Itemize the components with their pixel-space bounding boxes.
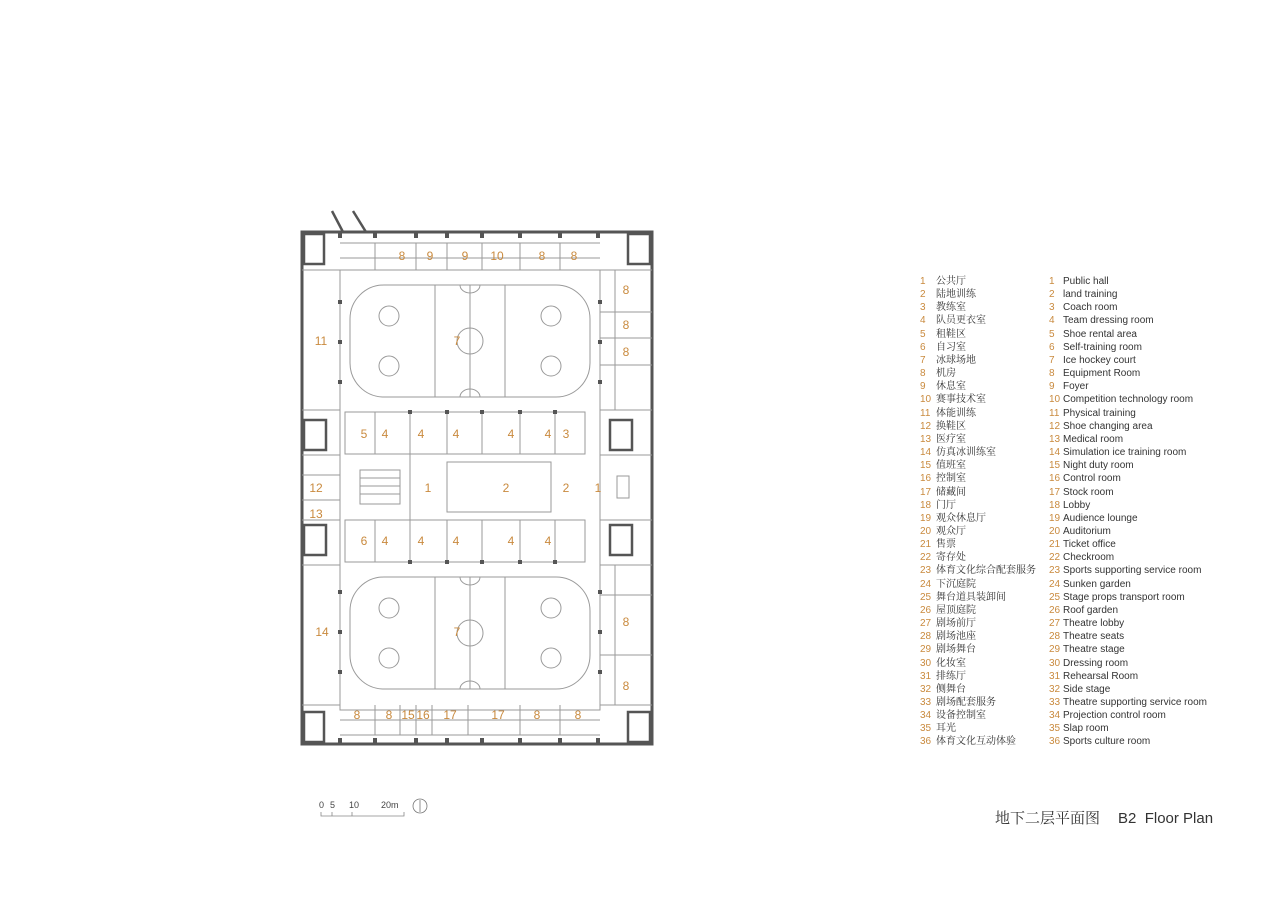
room-label: 9 [461, 249, 469, 263]
legend-label: 仿真冰训练室 [936, 447, 996, 459]
room-label: 8 [353, 708, 361, 722]
scale-label: 5 [330, 800, 336, 810]
legend-item [1049, 288, 1207, 301]
legend-item [1049, 301, 1207, 314]
legend-number: 14 [920, 447, 932, 459]
legend-number: 33 [920, 697, 932, 708]
legend-number: 22 [1049, 552, 1061, 564]
scale-label: 20m [381, 800, 399, 810]
legend-item [920, 446, 1036, 459]
legend-number: 1 [920, 276, 926, 287]
legend-number: 29 [1049, 644, 1061, 656]
room-label: 1 [424, 481, 432, 495]
legend-label: 体育文化综合配套服务 [936, 565, 1036, 577]
legend-label: 售票 [936, 539, 956, 551]
legend-item [1049, 657, 1207, 670]
room-labels [309, 249, 629, 722]
legend-label: Control room [1063, 473, 1121, 485]
legend-english [1049, 275, 1207, 749]
room-label: 8 [622, 679, 630, 693]
legend-label: 体育文化互动体验 [936, 736, 1016, 748]
legend-item [1049, 433, 1207, 446]
room-label: 8 [622, 318, 630, 332]
room-label: 12 [309, 481, 323, 495]
legend-label: 赛事技术室 [936, 394, 986, 406]
room-label: 8 [574, 708, 582, 722]
legend-item [920, 696, 1036, 709]
legend-item [1049, 275, 1207, 288]
legend-number: 32 [920, 683, 932, 695]
legend-number: 26 [920, 604, 932, 616]
legend-number: 24 [1049, 578, 1061, 590]
scale-bar [319, 800, 404, 816]
legend-item [1049, 499, 1207, 512]
room-label: 4 [544, 427, 552, 441]
legend-label: Sports supporting service room [1063, 565, 1202, 577]
legend-number: 28 [920, 631, 932, 643]
legend-number: 35 [920, 723, 932, 735]
legend-item [1049, 722, 1207, 735]
legend-label: 排练厅 [936, 670, 966, 682]
legend-label: 休息室 [936, 381, 966, 393]
legend-item [920, 670, 1036, 683]
legend-number: 2 [1049, 289, 1055, 301]
legend-number: 23 [920, 565, 932, 577]
legend-item [920, 341, 1036, 354]
legend-item [920, 591, 1036, 604]
legend-label: Coach room [1063, 302, 1118, 314]
room-label: 4 [417, 427, 425, 441]
legend-label: Theatre supporting service room [1063, 697, 1207, 708]
room-label: 2 [562, 481, 570, 495]
legend-number: 8 [920, 368, 926, 380]
legend-label: Theatre seats [1063, 631, 1125, 643]
legend-item [1049, 446, 1207, 459]
ice-rink-bottom [350, 577, 590, 689]
legend-label: 公共厅 [936, 276, 966, 287]
legend-number: 22 [920, 552, 932, 564]
legend-item [920, 657, 1036, 670]
legend-item [920, 420, 1036, 433]
legend-number: 4 [1049, 315, 1055, 327]
legend-number: 25 [1049, 591, 1061, 603]
legend-label: Ice hockey court [1063, 354, 1136, 366]
room-label: 13 [309, 507, 323, 521]
room-label: 16 [416, 708, 430, 722]
legend-number: 31 [920, 670, 932, 682]
legend-label: Lobby [1063, 499, 1091, 511]
legend-number: 10 [920, 394, 932, 406]
legend-number: 27 [920, 618, 932, 630]
legend-number: 28 [1049, 631, 1061, 643]
legend-label: Checkroom [1063, 552, 1115, 564]
legend-number: 16 [920, 473, 932, 485]
legend-label: 下沉庭院 [936, 578, 976, 590]
legend-number: 29 [920, 644, 932, 656]
legend-item [920, 354, 1036, 367]
legend-number: 6 [920, 341, 926, 353]
legend-item [1049, 630, 1207, 643]
legend-item [920, 735, 1036, 748]
legend-item [1049, 604, 1207, 617]
title-cn: 地下二层平面图 [995, 810, 1101, 827]
legend-label: 教练室 [936, 302, 966, 314]
legend-item [920, 538, 1036, 551]
legend-number: 13 [920, 433, 932, 445]
legend-label: 耳光 [936, 723, 956, 735]
legend-label: Team dressing room [1063, 315, 1154, 327]
legend-number: 10 [1049, 394, 1061, 406]
legend-label: 剧场舞台 [936, 644, 976, 656]
legend-number: 19 [920, 512, 932, 524]
legend-label: Equipment Room [1063, 368, 1141, 380]
legend-label: 自习室 [936, 341, 966, 353]
legend-number: 5 [920, 328, 926, 340]
legend-number: 33 [1049, 697, 1061, 708]
legend-label: 观众休息厅 [936, 512, 986, 524]
legend-label: Side stage [1063, 683, 1111, 695]
legend-number: 34 [1049, 710, 1061, 722]
legend-item [1049, 709, 1207, 722]
room-label: 15 [401, 708, 415, 722]
legend-label: 化妆室 [936, 657, 966, 669]
legend-number: 7 [920, 354, 926, 366]
legend-label: Stock room [1063, 486, 1114, 498]
legend-number: 35 [1049, 723, 1061, 735]
legend-number: 31 [1049, 670, 1061, 682]
legend-number: 17 [920, 486, 932, 498]
legend-item [920, 393, 1036, 406]
legend-number: 1 [1049, 276, 1055, 287]
legend-label: 医疗室 [936, 433, 966, 445]
legend-item [920, 407, 1036, 420]
legend-item [920, 275, 1036, 288]
room-label: 6 [360, 534, 368, 548]
legend-number: 15 [1049, 460, 1061, 472]
legend-number: 32 [1049, 683, 1061, 695]
legend-label: Shoe rental area [1063, 328, 1137, 340]
room-label: 7 [453, 625, 461, 639]
legend-number: 8 [1049, 368, 1055, 380]
legend-label: Auditorium [1063, 525, 1111, 537]
room-label: 8 [570, 249, 578, 263]
legend-number: 11 [1049, 407, 1060, 419]
room-label: 8 [622, 615, 630, 629]
legend-item [920, 486, 1036, 499]
room-label: 4 [507, 427, 515, 441]
legend-label: Stage props transport room [1063, 591, 1185, 603]
legend-item [1049, 525, 1207, 538]
legend-item [1049, 354, 1207, 367]
room-label: 8 [622, 345, 630, 359]
legend-item [1049, 564, 1207, 577]
legend-item [1049, 512, 1207, 525]
legend-item [1049, 459, 1207, 472]
legend-item [920, 459, 1036, 472]
room-label: 4 [507, 534, 515, 548]
room-label: 8 [385, 708, 393, 722]
legend-number: 17 [1049, 486, 1061, 498]
legend-item [1049, 393, 1207, 406]
legend-item [920, 604, 1036, 617]
legend-number: 9 [920, 381, 926, 393]
ice-rink-top [350, 285, 590, 397]
legend-label: Night duty room [1063, 460, 1134, 472]
legend-item [1049, 617, 1207, 630]
legend-number: 21 [1049, 539, 1061, 551]
legend-item [920, 380, 1036, 393]
scale-label: 10 [349, 800, 360, 810]
legend-label: 租鞋区 [936, 328, 966, 340]
drawing-title [995, 807, 1213, 828]
legend-label: 剧场配套服务 [936, 697, 996, 708]
legend-label: 储藏间 [936, 486, 966, 498]
legend-number: 26 [1049, 604, 1061, 616]
room-label: 17 [491, 708, 505, 722]
room-label: 8 [398, 249, 406, 263]
legend-label: 体能训练 [936, 407, 976, 419]
legend-label: 剧场池座 [936, 631, 976, 643]
legend-item [1049, 578, 1207, 591]
legend-item [920, 630, 1036, 643]
legend-label: 剧场前厅 [936, 618, 976, 630]
legend-number: 11 [920, 407, 931, 419]
room-label: 8 [622, 283, 630, 297]
legend-label: 冰球场地 [936, 354, 976, 366]
room-label: 8 [533, 708, 541, 722]
legend-item [1049, 551, 1207, 564]
room-label: 4 [544, 534, 552, 548]
entrance-ramp [332, 211, 366, 232]
room-label: 4 [452, 427, 460, 441]
room-label: 17 [443, 708, 457, 722]
legend-number: 3 [1049, 302, 1055, 314]
legend-label: Dressing room [1063, 657, 1129, 669]
room-label: 7 [453, 334, 461, 348]
room-label: 3 [562, 427, 570, 441]
legend-item [1049, 314, 1207, 327]
legend-item [1049, 643, 1207, 656]
title-en: B2 Floor Plan [1118, 810, 1214, 827]
legend-label: Simulation ice training room [1063, 447, 1187, 459]
legend-number: 2 [920, 289, 926, 301]
legend-label: 屋顶庭院 [936, 604, 976, 616]
legend-number: 9 [1049, 381, 1055, 393]
legend-item [1049, 407, 1207, 420]
legend-label: 队员更衣室 [936, 315, 986, 327]
legend-item [920, 525, 1036, 538]
legend-number: 4 [920, 315, 926, 327]
legend-item [1049, 341, 1207, 354]
legend-label: Ticket office [1063, 539, 1116, 551]
legend-item [920, 709, 1036, 722]
legend-number: 25 [920, 591, 932, 603]
legend-number: 7 [1049, 354, 1055, 366]
legend-item [920, 564, 1036, 577]
legend-item [1049, 538, 1207, 551]
legend-label: 侧舞台 [936, 683, 966, 695]
legend-number: 21 [920, 539, 932, 551]
room-label: 1 [594, 481, 602, 495]
legend-number: 20 [920, 525, 932, 537]
room-label: 11 [314, 334, 328, 348]
legend-label: 门厅 [936, 499, 956, 511]
legend-item [920, 683, 1036, 696]
legend-label: 舞台道具装卸间 [936, 591, 1006, 603]
legend-label: 控制室 [936, 473, 966, 485]
room-label: 5 [360, 427, 368, 441]
legend-label: Public hall [1063, 276, 1109, 287]
legend-item [920, 722, 1036, 735]
legend-number: 3 [920, 302, 926, 314]
legend-label: Theatre stage [1063, 644, 1125, 656]
legend-label: Audience lounge [1063, 512, 1138, 524]
room-label: 4 [417, 534, 425, 548]
legend-item [920, 499, 1036, 512]
legend-label: Sports culture room [1063, 736, 1151, 748]
legend-label: Projection control room [1063, 710, 1166, 722]
legend-item [1049, 591, 1207, 604]
room-label: 9 [426, 249, 434, 263]
room-label: 4 [452, 534, 460, 548]
legend-number: 20 [1049, 525, 1061, 537]
legend-label: Rehearsal Room [1063, 670, 1139, 682]
scale-label: 0 [319, 800, 325, 810]
legend-number: 18 [1049, 499, 1061, 511]
legend-number: 13 [1049, 433, 1061, 445]
legend-label: Physical training [1063, 407, 1136, 419]
legend-number: 30 [1049, 657, 1061, 669]
legend-number: 15 [920, 460, 932, 472]
legend-number: 36 [920, 736, 932, 748]
legend-label: 换鞋区 [936, 420, 966, 432]
legend-label: Shoe changing area [1063, 420, 1153, 432]
legend-number: 36 [1049, 736, 1061, 748]
legend-item [920, 314, 1036, 327]
legend-label: Sunken garden [1063, 578, 1131, 590]
legend-item [920, 433, 1036, 446]
legend-number: 12 [1049, 420, 1061, 432]
room-label: 4 [381, 427, 389, 441]
legend-label: Theatre lobby [1063, 618, 1125, 630]
legend-item [1049, 420, 1207, 433]
room-label: 8 [538, 249, 546, 263]
legend-number: 18 [920, 499, 932, 511]
legend-item [920, 367, 1036, 380]
legend-item [920, 512, 1036, 525]
legend-label: Foyer [1063, 381, 1089, 393]
legend-number: 34 [920, 710, 932, 722]
legend-item [920, 643, 1036, 656]
legend-item [920, 617, 1036, 630]
legend-item [920, 301, 1036, 314]
legend-item [1049, 367, 1207, 380]
legend-item [1049, 670, 1207, 683]
legend-label: 寄存处 [936, 552, 966, 564]
legend-label: Medical room [1063, 433, 1124, 445]
legend-item [1049, 486, 1207, 499]
legend-number: 24 [920, 578, 932, 590]
legend-label: 设备控制室 [936, 710, 986, 722]
legend-item [1049, 735, 1207, 748]
room-label: 4 [381, 534, 389, 548]
legend-label: Slap room [1063, 723, 1109, 735]
legend-label: 机房 [936, 368, 956, 380]
room-label: 10 [490, 249, 504, 263]
legend-label: Roof garden [1063, 604, 1119, 616]
legend-label: 值班室 [936, 460, 966, 472]
legend-number: 30 [920, 657, 932, 669]
legend-item [920, 578, 1036, 591]
legend-item [920, 288, 1036, 301]
legend-number: 16 [1049, 473, 1061, 485]
legend-number: 5 [1049, 328, 1055, 340]
legend-item [1049, 328, 1207, 341]
legend-item [1049, 683, 1207, 696]
legend-number: 6 [1049, 341, 1055, 353]
legend-label: Competition technology room [1063, 394, 1194, 406]
legend-item [1049, 472, 1207, 485]
room-label: 14 [315, 625, 329, 639]
room-label: 2 [502, 481, 510, 495]
legend-item [920, 328, 1036, 341]
legend-item [1049, 696, 1207, 709]
legend-number: 27 [1049, 618, 1061, 630]
legend-label: 观众厅 [936, 525, 966, 537]
legend-item [920, 551, 1036, 564]
legend-number: 14 [1049, 447, 1061, 459]
legend-chinese [920, 275, 1036, 749]
legend-label: land training [1063, 289, 1118, 301]
legend-number: 19 [1049, 512, 1061, 524]
north-arrow-icon [413, 799, 427, 813]
legend-number: 23 [1049, 565, 1061, 577]
legend-item [1049, 380, 1207, 393]
legend-label: 陆地训练 [936, 289, 976, 301]
legend-label: Self-training room [1063, 341, 1142, 353]
legend-number: 12 [920, 420, 932, 432]
legend-item [920, 472, 1036, 485]
